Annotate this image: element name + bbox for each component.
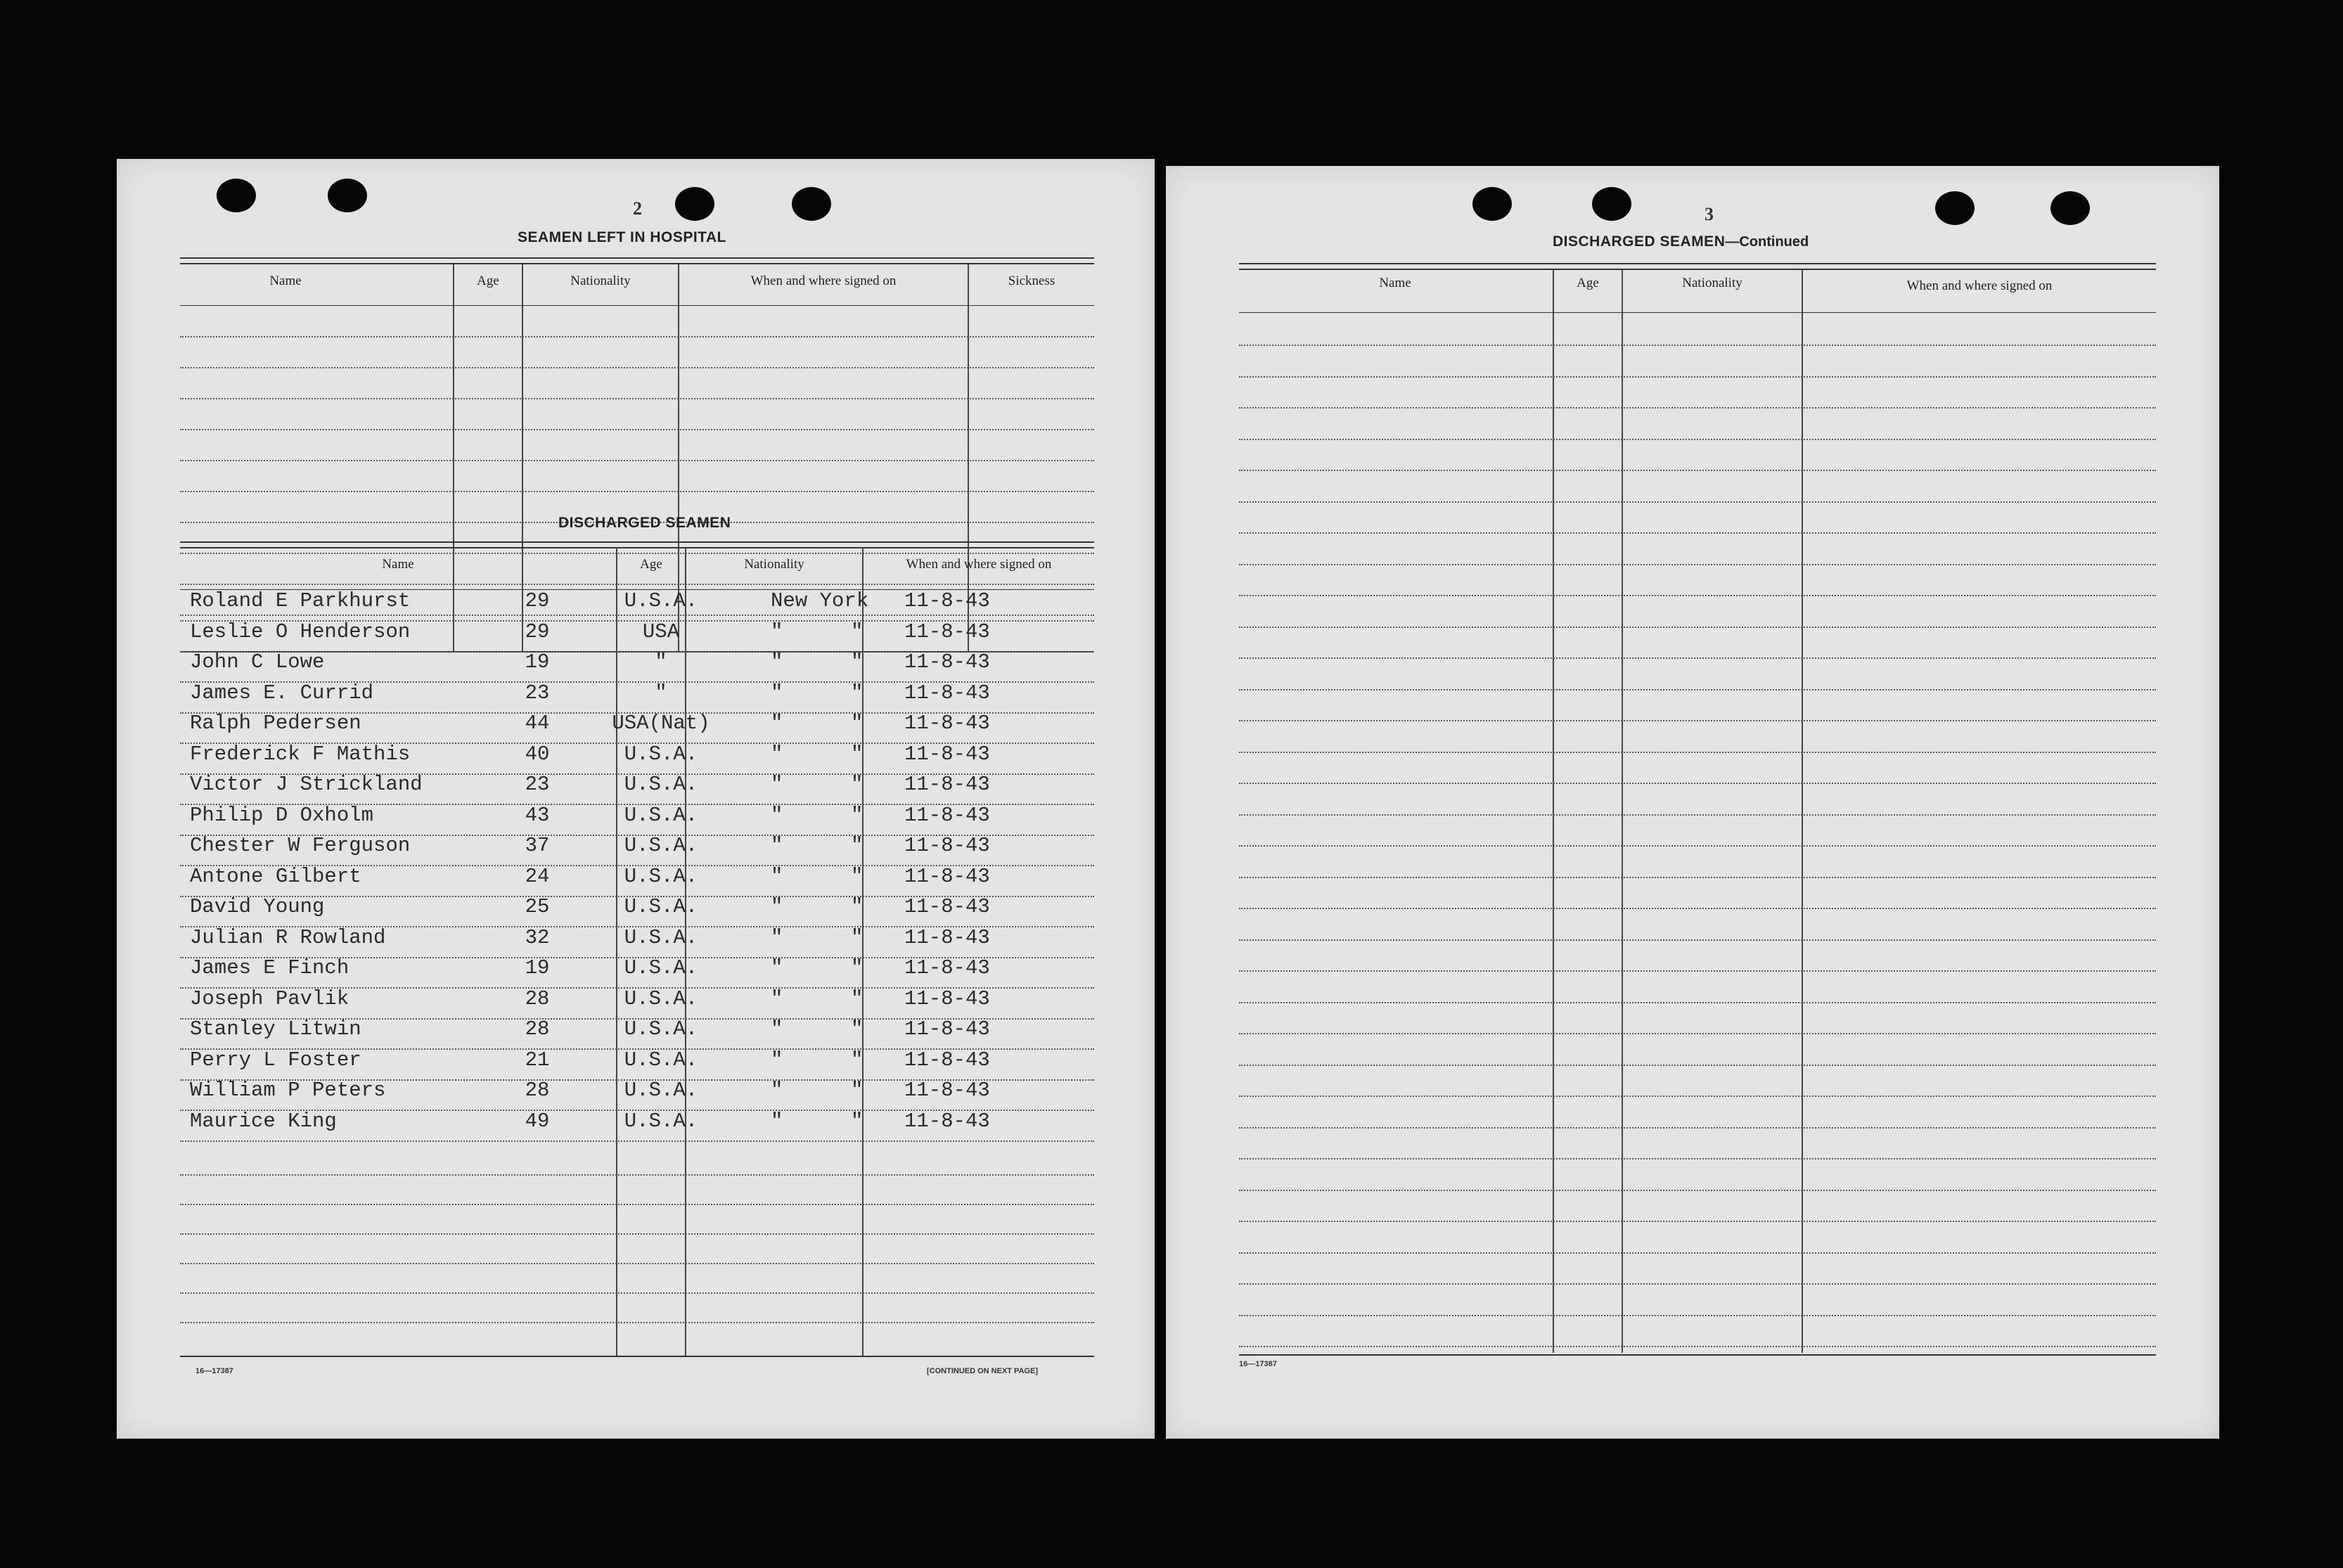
hospital-header-age: Age xyxy=(477,274,499,288)
row-line xyxy=(1239,1252,2156,1254)
seaman-age: 24 xyxy=(525,865,550,888)
row-line xyxy=(1239,595,2156,596)
signed-on-ditto: " xyxy=(851,895,864,918)
divider xyxy=(1239,1354,2156,1356)
seaman-name: Perry L Foster xyxy=(190,1048,361,1072)
signed-on-date: 11-8-43 xyxy=(904,650,990,674)
seaman-nationality: U.S.A. xyxy=(624,895,698,918)
signed-on-place: " xyxy=(771,804,783,827)
row-line xyxy=(1239,970,2156,972)
header-underline xyxy=(1239,312,2156,313)
divider xyxy=(180,547,1094,548)
discharged-header-age: Age xyxy=(640,557,662,572)
continued-note: [CONTINUED ON NEXT PAGE] xyxy=(927,1367,1039,1375)
signed-on-date: 11-8-43 xyxy=(904,1017,990,1041)
row-line xyxy=(180,615,1094,616)
row-line xyxy=(1239,939,2156,941)
signed-on-date: 11-8-43 xyxy=(904,681,990,705)
row-line xyxy=(1239,376,2156,378)
divider xyxy=(1239,263,2156,264)
row-line xyxy=(1239,532,2156,534)
signed-on-date: 11-8-43 xyxy=(904,804,990,827)
seaman-age: 29 xyxy=(525,589,550,612)
signed-on-date: 11-8-43 xyxy=(904,987,990,1010)
seaman-age: 28 xyxy=(525,1017,550,1041)
discharged-header-name: Name xyxy=(382,557,414,572)
hospital-header-name: Name xyxy=(269,274,302,288)
hospital-section-title: SEAMEN LEFT IN HOSPITAL xyxy=(518,229,726,245)
seaman-nationality: U.S.A. xyxy=(624,926,698,949)
row-line xyxy=(180,336,1094,338)
seaman-name: Joseph Pavlik xyxy=(190,987,349,1010)
page-number: 2 xyxy=(633,198,642,219)
punch-hole xyxy=(328,179,367,212)
punch-hole xyxy=(1472,187,1512,221)
seaman-nationality: U.S.A. xyxy=(624,865,698,888)
row-line xyxy=(180,1292,1094,1294)
seaman-nationality: U.S.A. xyxy=(624,1017,698,1041)
punch-hole xyxy=(675,187,714,221)
signed-on-ditto: " xyxy=(851,1110,864,1133)
row-line xyxy=(1239,1127,2156,1129)
signed-on-ditto: " xyxy=(851,773,864,796)
seaman-nationality: U.S.A. xyxy=(624,743,698,766)
divider xyxy=(1239,269,2156,270)
title-continued: —Continued xyxy=(1725,234,1809,250)
seaman-age: 29 xyxy=(525,620,550,643)
signed-on-ditto: " xyxy=(851,743,864,766)
seaman-age: 28 xyxy=(525,987,550,1010)
discharged-header-nationality: Nationality xyxy=(744,557,804,572)
signed-on-date: 11-8-43 xyxy=(904,834,990,857)
seaman-name: Frederick F Mathis xyxy=(190,743,411,766)
discharged-continued-title xyxy=(1553,233,1809,250)
right-header-name: Name xyxy=(1379,276,1411,290)
row-line xyxy=(180,398,1094,399)
signed-on-ditto: " xyxy=(851,681,864,705)
punch-hole xyxy=(217,179,256,212)
right-header-nationality: Nationality xyxy=(1682,276,1742,290)
row-line xyxy=(1239,501,2156,503)
seaman-name: Philip D Oxholm xyxy=(190,804,374,827)
signed-on-date: 11-8-43 xyxy=(904,620,990,643)
row-line xyxy=(1239,564,2156,565)
seaman-name: William P Peters xyxy=(190,1079,386,1102)
punch-hole xyxy=(1592,187,1631,221)
right-header-signed-on: When and where signed on xyxy=(1906,278,2053,293)
seaman-name: Leslie O Henderson xyxy=(190,620,411,643)
seaman-age: 19 xyxy=(525,650,550,674)
seaman-nationality: U.S.A. xyxy=(624,1048,698,1072)
signed-on-place: " xyxy=(771,895,783,918)
signed-on-place: " xyxy=(771,1048,783,1072)
signed-on-date: 11-8-43 xyxy=(904,743,990,766)
seaman-nationality: U.S.A. xyxy=(624,834,698,857)
signed-on-date: 11-8-43 xyxy=(904,926,990,949)
row-line xyxy=(180,460,1094,461)
row-line xyxy=(1239,1158,2156,1159)
seaman-age: 44 xyxy=(525,712,550,735)
divider xyxy=(180,1356,1094,1357)
row-line xyxy=(1239,345,2156,346)
seaman-age: 40 xyxy=(525,743,550,766)
seaman-age: 43 xyxy=(525,804,550,827)
row-line xyxy=(1239,877,2156,878)
signed-on-place: " xyxy=(771,1079,783,1102)
signed-on-place: " xyxy=(771,743,783,766)
seaman-age: 32 xyxy=(525,926,550,949)
punch-hole xyxy=(792,187,831,221)
signed-on-place: New York xyxy=(771,589,869,612)
seaman-age: 28 xyxy=(525,1079,550,1102)
seaman-name: Ralph Pedersen xyxy=(190,712,361,735)
row-line xyxy=(1239,845,2156,847)
signed-on-date: 11-8-43 xyxy=(904,712,990,735)
seaman-nationality: USA xyxy=(642,620,680,643)
signed-on-date: 11-8-43 xyxy=(904,1048,990,1072)
right-page xyxy=(1166,166,2219,1439)
row-line xyxy=(1239,1095,2156,1097)
signed-on-place: " xyxy=(771,1110,783,1133)
form-number: 16—17387 xyxy=(1239,1360,1277,1368)
signed-on-place: " xyxy=(771,926,783,949)
seaman-nationality: U.S.A. xyxy=(624,589,698,612)
signed-on-place: " xyxy=(771,987,783,1010)
row-line xyxy=(180,491,1094,492)
signed-on-place: " xyxy=(771,650,783,674)
signed-on-ditto: " xyxy=(851,834,864,857)
seaman-nationality: " xyxy=(655,681,667,705)
signed-on-place: " xyxy=(771,834,783,857)
row-line xyxy=(180,1204,1094,1205)
signed-on-place: " xyxy=(771,773,783,796)
seaman-age: 19 xyxy=(525,956,550,979)
row-line xyxy=(1239,1283,2156,1285)
signed-on-ditto: " xyxy=(851,956,864,979)
signed-on-place: " xyxy=(771,865,783,888)
divider xyxy=(180,541,1094,543)
row-line xyxy=(1239,1221,2156,1222)
row-line xyxy=(180,584,1094,585)
right-header-age: Age xyxy=(1577,276,1599,290)
seaman-name: Julian R Rowland xyxy=(190,926,386,949)
punch-hole xyxy=(1935,191,1975,225)
row-line xyxy=(1239,626,2156,628)
row-line xyxy=(180,1174,1094,1176)
signed-on-ditto: " xyxy=(851,987,864,1010)
row-line xyxy=(1239,439,2156,440)
form-number: 16—17387 xyxy=(195,1367,233,1375)
row-line xyxy=(1239,720,2156,721)
signed-on-place: " xyxy=(771,681,783,705)
header-underline xyxy=(180,305,1094,306)
seaman-age: 49 xyxy=(525,1110,550,1133)
signed-on-ditto: " xyxy=(851,804,864,827)
row-line xyxy=(1239,1033,2156,1034)
seaman-name: John C Lowe xyxy=(190,650,325,674)
hospital-header-signed-on: When and where signed on xyxy=(750,274,897,288)
row-line xyxy=(1239,1190,2156,1191)
seaman-nationality: U.S.A. xyxy=(624,956,698,979)
seaman-name: Roland E Parkhurst xyxy=(190,589,411,612)
signed-on-date: 11-8-43 xyxy=(904,865,990,888)
signed-on-place: " xyxy=(771,620,783,643)
signed-on-place: " xyxy=(771,956,783,979)
seaman-age: 37 xyxy=(525,834,550,857)
row-line xyxy=(180,553,1094,554)
row-line xyxy=(1239,908,2156,909)
signed-on-ditto: " xyxy=(851,865,864,888)
seaman-nationality: U.S.A. xyxy=(624,987,698,1010)
discharged-header-signed-on: When and where signed on xyxy=(906,557,1052,572)
signed-on-ditto: " xyxy=(851,1079,864,1102)
seaman-nationality: USA(Nat) xyxy=(612,712,710,735)
row-line xyxy=(1239,1346,2156,1347)
signed-on-date: 11-8-43 xyxy=(904,1079,990,1102)
signed-on-date: 11-8-43 xyxy=(904,956,990,979)
discharged-section-title: DISCHARGED SEAMEN xyxy=(558,515,731,531)
row-line xyxy=(180,429,1094,430)
row-line xyxy=(1239,470,2156,471)
signed-on-date: 11-8-43 xyxy=(904,589,990,612)
signed-on-date: 11-8-43 xyxy=(904,895,990,918)
signed-on-ditto: " xyxy=(851,1048,864,1072)
row-line xyxy=(1239,1315,2156,1316)
seaman-age: 21 xyxy=(525,1048,550,1072)
row-line xyxy=(1239,814,2156,816)
signed-on-ditto: " xyxy=(851,620,864,643)
hospital-header-nationality: Nationality xyxy=(570,274,631,288)
seaman-name: David Young xyxy=(190,895,325,918)
seaman-name: Chester W Ferguson xyxy=(190,834,411,857)
signed-on-ditto: " xyxy=(851,712,864,735)
seaman-nationality: U.S.A. xyxy=(624,1079,698,1102)
seaman-name: Maurice King xyxy=(190,1110,337,1133)
row-line xyxy=(1239,689,2156,690)
row-line xyxy=(180,1263,1094,1264)
row-line xyxy=(1239,783,2156,784)
hospital-header-sickness: Sickness xyxy=(1008,274,1055,288)
seaman-name: Stanley Litwin xyxy=(190,1017,361,1041)
signed-on-date: 11-8-43 xyxy=(904,1110,990,1133)
seaman-nationality: U.S.A. xyxy=(624,804,698,827)
seaman-age: 23 xyxy=(525,773,550,796)
page-number: 3 xyxy=(1705,204,1714,224)
seaman-nationality: U.S.A. xyxy=(624,1110,698,1133)
left-page xyxy=(117,159,1155,1439)
row-line xyxy=(1239,752,2156,753)
seaman-name: James E Finch xyxy=(190,956,349,979)
row-line xyxy=(1239,1002,2156,1003)
row-line xyxy=(1239,407,2156,409)
seaman-nationality: " xyxy=(655,650,667,674)
seaman-age: 25 xyxy=(525,895,550,918)
signed-on-ditto: " xyxy=(851,926,864,949)
signed-on-date: 11-8-43 xyxy=(904,773,990,796)
seaman-name: Victor J Strickland xyxy=(190,773,423,796)
signed-on-ditto: " xyxy=(851,1017,864,1041)
seaman-age: 23 xyxy=(525,681,550,705)
seaman-nationality: U.S.A. xyxy=(624,773,698,796)
punch-hole xyxy=(2050,191,2090,225)
row-line xyxy=(1239,657,2156,659)
column-divider xyxy=(453,264,454,651)
signed-on-place: " xyxy=(771,1017,783,1041)
seaman-name: Antone Gilbert xyxy=(190,865,361,888)
row-line xyxy=(180,1140,1094,1142)
row-line xyxy=(180,1233,1094,1235)
row-line xyxy=(180,1322,1094,1323)
divider xyxy=(180,257,1094,259)
title-main: DISCHARGED SEAMEN xyxy=(1553,233,1726,250)
seaman-name: James E. Currid xyxy=(190,681,374,705)
row-line xyxy=(1239,1065,2156,1066)
row-line xyxy=(180,367,1094,368)
signed-on-place: " xyxy=(771,712,783,735)
divider xyxy=(180,263,1094,264)
signed-on-ditto: " xyxy=(851,650,864,674)
